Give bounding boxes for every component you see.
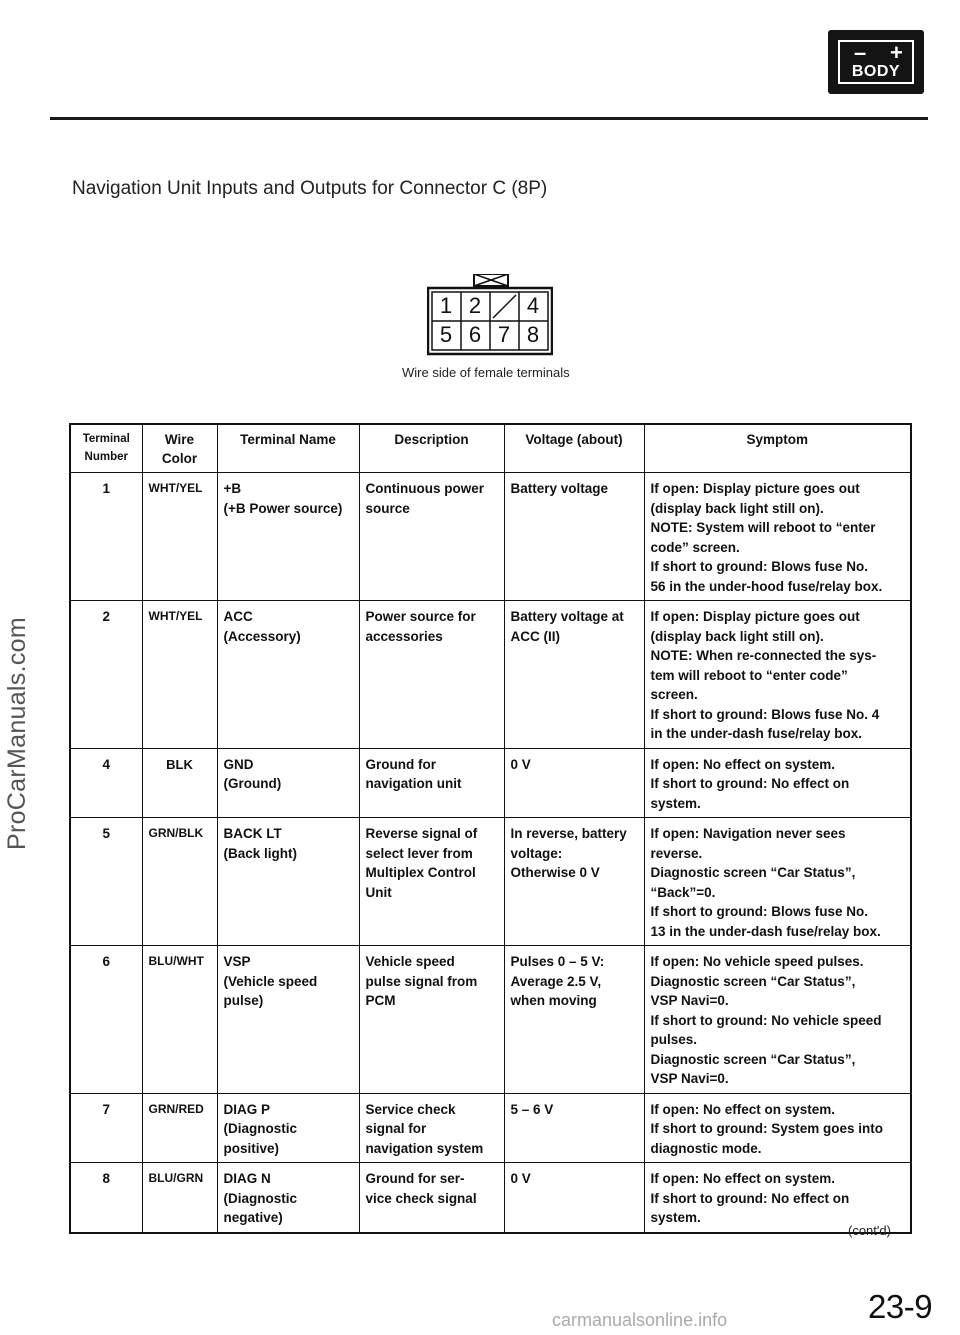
cell-terminal-name: ACC (Accessory): [217, 601, 359, 749]
header-rule: [50, 117, 928, 120]
terminal-7-label: 7: [497, 322, 511, 347]
body-section-badge: [828, 30, 924, 94]
cell-terminal-number: 5: [70, 818, 142, 946]
cell-wire-color: BLU/GRN: [142, 1163, 217, 1233]
table-row: [70, 601, 911, 749]
terminal-4-label: 4: [526, 293, 540, 318]
cell-description: Ground for ser- vice check signal: [359, 1163, 504, 1233]
cell-description: Continuous power source: [359, 473, 504, 601]
table-row: [70, 1093, 911, 1163]
cell-description: Vehicle speed pulse signal from PCM: [359, 946, 504, 1094]
cell-terminal-name: BACK LT (Back light): [217, 818, 359, 946]
cell-symptom: If open: No effect on system. If short to ground: No effect on system.: [644, 1163, 911, 1233]
cell-voltage: In reverse, battery voltage: Otherwise 0 V: [504, 818, 644, 946]
terminal-2-label: 2: [468, 293, 482, 318]
cell-wire-color: GRN/BLK: [142, 818, 217, 946]
cell-terminal-number: 1: [70, 473, 142, 601]
terminal-1-label: 1: [439, 293, 453, 318]
table-row: [70, 748, 911, 818]
terminal-6-label: 6: [468, 322, 482, 347]
cell-symptom: If open: Display picture goes out (display back light still on). NOTE: System will reboot to “enter code” screen. If short to ground: Blows fuse No. 56 in the under-hood fuse/relay box.: [644, 473, 911, 601]
terminal-table: [69, 423, 912, 1234]
table-row: [70, 946, 911, 1094]
cell-terminal-name: DIAG P (Diagnostic positive): [217, 1093, 359, 1163]
connector-diagram: [427, 274, 553, 356]
cell-voltage: Battery voltage at ACC (II): [504, 601, 644, 749]
cell-terminal-number: 4: [70, 748, 142, 818]
cell-voltage: Battery voltage: [504, 473, 644, 601]
footer-watermark: carmanualsonline.info: [552, 1310, 728, 1330]
header-symptom: Symptom: [644, 424, 911, 473]
cell-voltage: 0 V: [504, 1163, 644, 1233]
header-voltage: Voltage (about): [504, 424, 644, 473]
battery-minus-symbol: –: [854, 40, 867, 65]
cell-terminal-name: GND (Ground): [217, 748, 359, 818]
cell-terminal-name: VSP (Vehicle speed pulse): [217, 946, 359, 1094]
cell-voltage: 0 V: [504, 748, 644, 818]
cell-symptom: If open: No vehicle speed pulses. Diagnostic screen “Car Status”, VSP Navi=0. If short to ground: No vehicle speed pulses. Diagnostic screen “Car Status”, VSP Navi=0.: [644, 946, 911, 1094]
table-row: [70, 1163, 911, 1233]
cell-description: Reverse signal of select lever from Multiplex Control Unit: [359, 818, 504, 946]
cell-symptom: If open: Display picture goes out (display back light still on). NOTE: When re-connected the sys- tem will reboot to “enter code” screen. If short to ground: Blows fuse No. 4 in the under-dash fuse/relay box.: [644, 601, 911, 749]
table-header-row: [70, 424, 911, 473]
badge-label: BODY: [851, 63, 901, 80]
page-number: 23-9: [868, 1288, 933, 1325]
cell-wire-color: BLK: [142, 748, 217, 818]
cell-terminal-name: DIAG N (Diagnostic negative): [217, 1163, 359, 1233]
cell-terminal-name: +B (+B Power source): [217, 473, 359, 601]
cell-terminal-number: 7: [70, 1093, 142, 1163]
side-watermark: ProCarManuals.com: [3, 617, 31, 850]
cell-symptom: If open: No effect on system. If short to ground: No effect on system.: [644, 748, 911, 818]
cell-wire-color: BLU/WHT: [142, 946, 217, 1094]
table-row: [70, 818, 911, 946]
cell-description: Service check signal for navigation system: [359, 1093, 504, 1163]
cell-symptom: If open: Navigation never sees reverse. Diagnostic screen “Car Status”, “Back”=0. If short to ground: Blows fuse No. 13 in the under-dash fuse/relay box.: [644, 818, 911, 946]
cell-terminal-number: 2: [70, 601, 142, 749]
continued-note: (cont'd): [848, 1223, 891, 1238]
cell-terminal-number: 6: [70, 946, 142, 1094]
cell-symptom: If open: No effect on system. If short to ground: System goes into diagnostic mode.: [644, 1093, 911, 1163]
battery-plus-symbol: +: [890, 40, 903, 65]
cell-wire-color: GRN/RED: [142, 1093, 217, 1163]
cell-voltage: 5 – 6 V: [504, 1093, 644, 1163]
cell-wire-color: WHT/YEL: [142, 473, 217, 601]
terminal-5-label: 5: [439, 322, 453, 347]
terminal-8-label: 8: [526, 322, 540, 347]
table-row: [70, 473, 911, 601]
header-description: Description: [359, 424, 504, 473]
cell-wire-color: WHT/YEL: [142, 601, 217, 749]
header-terminal-name: Terminal Name: [217, 424, 359, 473]
header-wire-color: Wire Color: [142, 424, 217, 473]
cell-description: Power source for accessories: [359, 601, 504, 749]
connector-caption: Wire side of female terminals: [402, 365, 570, 380]
cell-terminal-number: 8: [70, 1163, 142, 1233]
cell-description: Ground for navigation unit: [359, 748, 504, 818]
page-title: Navigation Unit Inputs and Outputs for Connector C (8P): [72, 178, 548, 199]
battery-icon: [838, 40, 914, 84]
header-terminal-number: Terminal Number: [70, 424, 142, 473]
cell-voltage: Pulses 0 – 5 V: Average 2.5 V, when moving: [504, 946, 644, 1094]
